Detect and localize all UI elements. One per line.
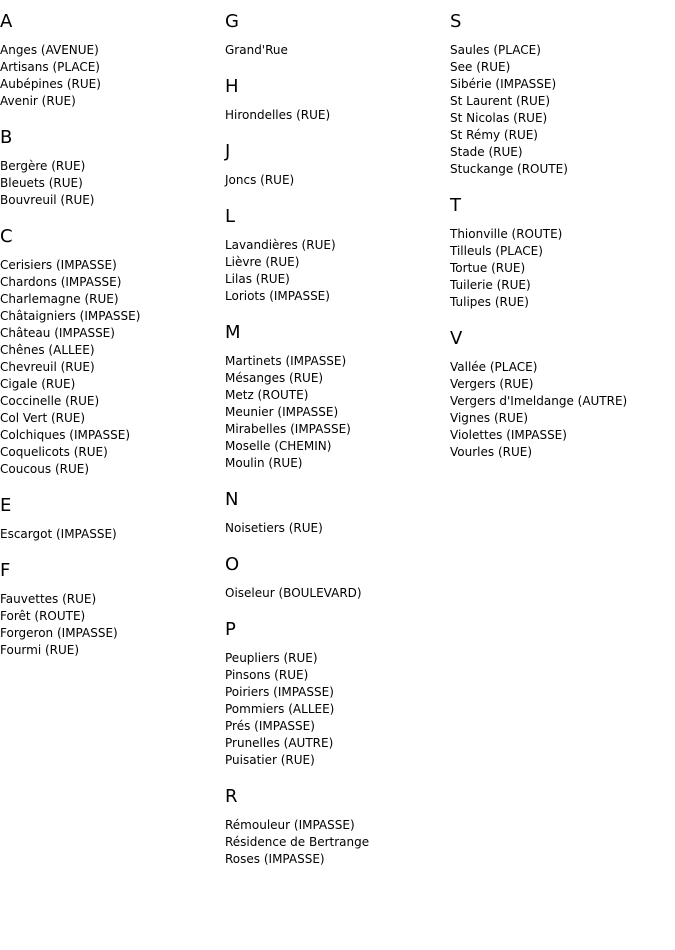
street-item-bergere-rue: Bergère (RUE) — [0, 159, 86, 173]
street-item-lavandieres-rue: Lavandières (RUE) — [225, 238, 336, 252]
street-list — [0, 158, 220, 209]
letter-group-r — [225, 787, 445, 868]
street-list — [225, 237, 445, 305]
street-item-chateau-impasse: Château (IMPASSE) — [0, 326, 115, 340]
letter-heading: G — [225, 11, 239, 32]
street-item-escargot-impasse: Escargot (IMPASSE) — [0, 527, 117, 541]
street-list — [225, 650, 445, 769]
street-item-moselle-chemin: Moselle (CHEMIN) — [225, 439, 332, 453]
street-item-fourmi-rue: Fourmi (RUE) — [0, 643, 80, 657]
street-item-st-laurent-rue: St Laurent (RUE) — [450, 94, 551, 108]
street-item-tortue-rue: Tortue (RUE) — [450, 261, 526, 275]
letter-group-a — [0, 12, 220, 110]
street-item-st-nicolas-rue: St Nicolas (RUE) — [450, 111, 548, 125]
street-list — [225, 107, 445, 124]
letter-group-m — [225, 323, 445, 472]
street-item-col-vert-rue: Col Vert (RUE) — [0, 411, 86, 425]
street-item-vergers-rue: Vergers (RUE) — [450, 377, 534, 391]
letter-heading: R — [225, 786, 238, 807]
street-list — [225, 520, 445, 537]
street-item-siberie-impasse: Sibérie (IMPASSE) — [450, 77, 557, 91]
street-item-moulin-rue: Moulin (RUE) — [225, 456, 303, 470]
street-item-forgeron-impasse: Forgeron (IMPASSE) — [0, 626, 118, 640]
street-item-lievre-rue: Lièvre (RUE) — [225, 255, 300, 269]
letter-group-v — [450, 329, 670, 461]
letter-group-t — [450, 196, 670, 311]
letter-group-e — [0, 496, 220, 543]
letter-group-s — [450, 12, 670, 178]
street-item-vallee-place: Vallée (PLACE) — [450, 360, 538, 374]
street-list — [225, 172, 445, 189]
street-item-chenes-allee: Chênes (ALLEE) — [0, 343, 95, 357]
letter-heading: C — [0, 226, 13, 247]
street-item-saules-place: Saules (PLACE) — [450, 43, 541, 57]
street-list — [225, 42, 445, 59]
street-item-puisatier-rue: Puisatier (RUE) — [225, 753, 315, 767]
letter-heading: N — [225, 489, 239, 510]
street-item-violettes-impasse: Violettes (IMPASSE) — [450, 428, 567, 442]
street-item-tulipes-rue: Tulipes (RUE) — [450, 295, 529, 309]
letter-group-o — [225, 555, 445, 602]
letter-heading: P — [225, 619, 236, 640]
letter-group-g — [225, 12, 445, 59]
letter-group-n — [225, 490, 445, 537]
street-item-coccinelle-rue: Coccinelle (RUE) — [0, 394, 100, 408]
street-item-oiseleur-boulevard: Oiseleur (BOULEVARD) — [225, 586, 362, 600]
street-item-coucous-rue: Coucous (RUE) — [0, 462, 90, 476]
street-item-cerisiers-impasse: Cerisiers (IMPASSE) — [0, 258, 117, 272]
street-item-roses-impasse: Roses (IMPASSE) — [225, 852, 325, 866]
street-item-aubepines-rue: Aubépines (RUE) — [0, 77, 101, 91]
letter-group-c — [0, 227, 220, 478]
street-item-remouleur-impasse: Rémouleur (IMPASSE) — [225, 818, 355, 832]
street-item-noisetiers-rue: Noisetiers (RUE) — [225, 521, 323, 535]
letter-group-f — [0, 561, 220, 659]
street-item-tilleuls-place: Tilleuls (PLACE) — [450, 244, 543, 258]
street-list — [225, 585, 445, 602]
street-item-chataigniers-impasse: Châtaigniers (IMPASSE) — [0, 309, 141, 323]
street-item-artisans-place: Artisans (PLACE) — [0, 60, 100, 74]
street-item-poiriers-impasse: Poiriers (IMPASSE) — [225, 685, 334, 699]
street-item-joncs-rue: Joncs (RUE) — [225, 173, 295, 187]
street-item-hirondelles-rue: Hirondelles (RUE) — [225, 108, 331, 122]
street-list — [0, 42, 220, 110]
street-item-see-rue: See (RUE) — [450, 60, 511, 74]
street-item-mirabelles-impasse: Mirabelles (IMPASSE) — [225, 422, 351, 436]
letter-group-j — [225, 142, 445, 189]
street-item-avenir-rue: Avenir (RUE) — [0, 94, 76, 108]
street-item-pres-impasse: Prés (IMPASSE) — [225, 719, 315, 733]
street-item-thionville-route: Thionville (ROUTE) — [450, 227, 563, 241]
street-item-loriots-impasse: Loriots (IMPASSE) — [225, 289, 330, 303]
street-item-cigale-rue: Cigale (RUE) — [0, 377, 76, 391]
street-item-colchiques-impasse: Colchiques (IMPASSE) — [0, 428, 131, 442]
street-index-column — [450, 12, 670, 479]
letter-heading: T — [450, 195, 461, 216]
street-item-martinets-impasse: Martinets (IMPASSE) — [225, 354, 347, 368]
street-item-chevreuil-rue: Chevreuil (RUE) — [0, 360, 95, 374]
street-item-tuilerie-rue: Tuilerie (RUE) — [450, 278, 531, 292]
letter-heading: E — [0, 495, 12, 516]
letter-heading: B — [0, 127, 13, 148]
street-list — [225, 353, 445, 472]
street-item-st-remy-rue: St Rémy (RUE) — [450, 128, 538, 142]
letter-heading: M — [225, 322, 241, 343]
street-item-prunelles-autre: Prunelles (AUTRE) — [225, 736, 334, 750]
letter-heading: V — [450, 328, 463, 349]
letter-heading: O — [225, 554, 240, 575]
street-list — [0, 257, 220, 478]
street-item-vourles-rue: Vourles (RUE) — [450, 445, 533, 459]
street-list — [225, 817, 445, 868]
street-item-lilas-rue: Lilas (RUE) — [225, 272, 290, 286]
letter-group-b — [0, 128, 220, 209]
street-item-peupliers-rue: Peupliers (RUE) — [225, 651, 318, 665]
street-item-chardons-impasse: Chardons (IMPASSE) — [0, 275, 122, 289]
street-item-grand-rue: Grand'Rue — [225, 43, 288, 57]
street-item-residence-de-bertrange: Résidence de Bertrange — [225, 835, 370, 849]
letter-heading: F — [0, 560, 11, 581]
letter-heading: J — [225, 141, 231, 162]
letter-group-p — [225, 620, 445, 769]
street-index-column — [0, 12, 220, 677]
street-item-vignes-rue: Vignes (RUE) — [450, 411, 529, 425]
street-item-pinsons-rue: Pinsons (RUE) — [225, 668, 309, 682]
street-item-stuckange-route: Stuckange (ROUTE) — [450, 162, 568, 176]
street-item-bouvreuil-rue: Bouvreuil (RUE) — [0, 193, 95, 207]
street-list — [450, 359, 670, 461]
letter-group-l — [225, 207, 445, 305]
letter-heading: A — [0, 11, 13, 32]
street-item-charlemagne-rue: Charlemagne (RUE) — [0, 292, 119, 306]
street-item-vergers-d-imeldange-autre: Vergers d'Imeldange (AUTRE) — [450, 394, 628, 408]
street-item-meunier-impasse: Meunier (IMPASSE) — [225, 405, 339, 419]
letter-group-h — [225, 77, 445, 124]
street-item-coquelicots-rue: Coquelicots (RUE) — [0, 445, 108, 459]
street-item-metz-route: Metz (ROUTE) — [225, 388, 309, 402]
street-item-pommiers-allee: Pommiers (ALLEE) — [225, 702, 335, 716]
street-list — [0, 526, 220, 543]
letter-heading: S — [450, 11, 462, 32]
street-item-anges-avenue: Anges (AVENUE) — [0, 43, 99, 57]
street-item-foret-route: Forêt (ROUTE) — [0, 609, 86, 623]
street-item-mesanges-rue: Mésanges (RUE) — [225, 371, 324, 385]
street-item-bleuets-rue: Bleuets (RUE) — [0, 176, 83, 190]
street-list — [450, 226, 670, 311]
street-index-column — [225, 12, 445, 886]
street-item-fauvettes-rue: Fauvettes (RUE) — [0, 592, 97, 606]
street-item-stade-rue: Stade (RUE) — [450, 145, 523, 159]
letter-heading: L — [225, 206, 236, 227]
street-list — [450, 42, 670, 178]
street-list — [0, 591, 220, 659]
letter-heading: H — [225, 76, 239, 97]
